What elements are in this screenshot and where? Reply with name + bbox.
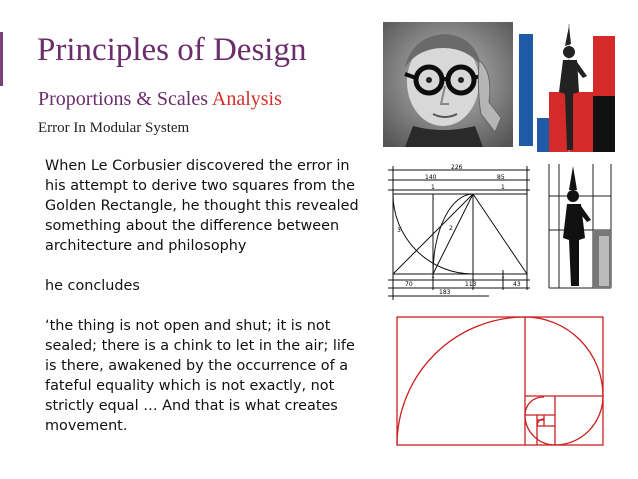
golden-rectangle-diagram xyxy=(383,160,533,300)
page-title: Principles of Design xyxy=(37,32,307,68)
label-top-unit-right: 1 xyxy=(501,184,505,191)
label-top-total: 226 xyxy=(451,164,463,171)
accent-bar xyxy=(0,32,3,86)
label-bottom-mid: 113 xyxy=(465,281,477,288)
label-mid-left: 3 xyxy=(397,227,401,234)
subtitle-main: Proportions & Scales xyxy=(38,88,212,110)
paragraph-conclusion-lead: he concludes xyxy=(45,278,140,294)
subtitle-accent: Analysis xyxy=(211,88,282,110)
portrait-photo-icon xyxy=(383,22,513,147)
label-bottom-right: 43 xyxy=(513,281,521,288)
section-heading: Error In Modular System xyxy=(38,120,190,136)
modulor-sketch-icon xyxy=(545,160,620,292)
label-top-unit-left: 1 xyxy=(431,184,435,191)
paragraph-quote: ‘the thing is not open and shut; it is not sealed; there is a chink to let in the air; life is there, awakened by the occurrence of a fateful equality which is not exactly, not strictly equal … And that is what creates movement. xyxy=(45,318,355,434)
modulor-figure-icon xyxy=(519,22,622,154)
page-subtitle xyxy=(38,87,282,111)
label-bottom-left: 70 xyxy=(405,281,413,288)
body-text xyxy=(45,156,370,436)
label-bottom-unit-left: 1 xyxy=(431,273,435,280)
label-bottom-total: 183 xyxy=(439,289,451,296)
label-top-right: 85 xyxy=(497,174,505,181)
golden-spiral-icon xyxy=(396,316,604,446)
label-top-left: 140 xyxy=(425,174,437,181)
paragraph-intro: When Le Corbusier discovered the error in his attempt to derive two squares from the Golden Rectangle, he thought this revealed something about the difference between architecture and philosophy xyxy=(45,158,359,254)
label-bottom-unit-right: 1 xyxy=(501,273,505,280)
label-mid-center: 2 xyxy=(449,225,453,232)
